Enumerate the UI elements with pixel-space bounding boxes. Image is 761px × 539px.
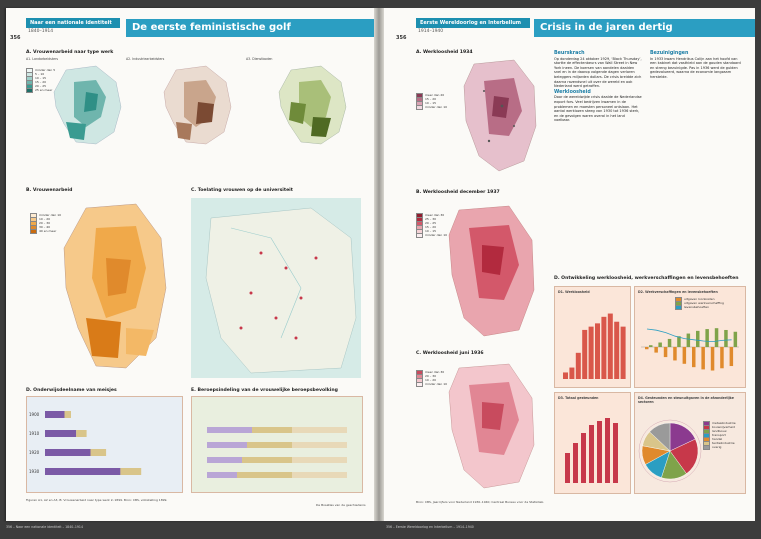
left-footnote: Figuren A1, A2 en A3, B: Vrouwenarbeid naar type werk in 1899. Bron: CBS, volkstelling 1899. (26, 498, 168, 502)
chart-d2-bar (673, 347, 677, 360)
chart-d2-bar (734, 332, 738, 347)
left-footer-brand: De Bosatlas van de geschiedenis (316, 503, 366, 507)
chart-d2-bar (701, 347, 705, 369)
chart-d-svg (27, 397, 182, 492)
chart-d1-bar (563, 372, 568, 379)
right-page-number: 356 (396, 35, 407, 41)
chart-d1-bar (614, 322, 619, 379)
chart-d2-bar (658, 343, 662, 347)
right-map-a-label: A. Werkloosheid 1934 (416, 50, 473, 55)
chart-d-bar (91, 449, 107, 456)
chart-d1-bar (621, 327, 626, 379)
chart-d2-bar (711, 347, 715, 371)
chart-d2-bar (645, 347, 649, 349)
chart-d2-bar (724, 330, 728, 347)
heading-werkloosheid: Werkloosheid (554, 89, 591, 95)
chart-d2-bar (720, 347, 724, 368)
paragraph-bezuinigingen: In 1933 kwam Hendrikus Colijn aan het hoofd van een kabinet dat vasthield aan de gouden standaard en streng bezuinigde. Pas in 1936 werd de gulden gedevalueerd, waarna de economie langzaam herstelde. (650, 56, 741, 79)
chart-d-bar (45, 468, 120, 475)
right-footer: 356 – Eerste Wereldoorlog en Interbellum – 1914–1940 (386, 525, 474, 529)
chart-e-area (191, 396, 363, 493)
right-page-title: Crisis in de jaren dertig (534, 19, 755, 37)
chart-d-tick-label: 1910 (29, 431, 40, 436)
chart-d3-svg (555, 393, 630, 493)
chart-d3-label: D3. Totaal gesteunden (558, 396, 599, 400)
right-map-a-werkloosheid-1934 (444, 56, 544, 176)
chart-d1-bar (569, 368, 574, 379)
chart-d3-area (554, 392, 631, 494)
chart-d-bar (120, 468, 141, 475)
chart-d1-area (554, 286, 631, 388)
chart-d4-area (634, 392, 746, 494)
right-map-a-legend: meer dan 20 15 – 20 10 – 15 minder dan 10 (416, 93, 456, 109)
right-map-b-legend: meer dan 30 25 – 30 20 – 25 15 – 20 10 – 15 minder dan 10 (416, 213, 456, 237)
chart-d2-bar (687, 334, 691, 347)
right-text-column-2 (650, 50, 742, 80)
book-gutter (374, 8, 384, 521)
chart-d2-area (634, 286, 746, 388)
map-a1-label: A1. Landarbeidsters (26, 57, 59, 61)
paragraph-werkloosheid: Door de wereldwijde crisis daalde de Nederlandse export fors. Veel bedrijven kwamen in de problemen en moesten personeel ontslaan. Het aantal werklozen steeg van 1930 tot 1936 sterk, en de gevolgen waren overal in het land voelbaar. (554, 95, 642, 123)
chart-e-label: E. Beroepsindeling van de vrouwelijke beroepsbevolking (191, 388, 338, 393)
chart-d-tick-label: 1930 (29, 469, 40, 474)
map-a2-industriearbeidsters (136, 62, 236, 147)
map-c-universiteit (191, 198, 361, 378)
heading-beurskrach: Beurskrach (554, 51, 585, 56)
chart-d2-bar (705, 329, 709, 347)
chart-d-area (26, 396, 183, 493)
chart-d1-svg (555, 287, 630, 387)
chart-d2-bar (715, 328, 719, 347)
chart-d2-bar (696, 331, 700, 347)
chart-d-tick-label: 1900 (29, 412, 40, 417)
map-a2-label: A2. Industriearbeidsters (126, 57, 165, 61)
left-section-years: 1840–1914 (28, 29, 54, 34)
left-footer: 356 – Naar een nationale identiteit – 1840–1914 (6, 525, 83, 529)
chart-d4-legend: metaalindustrie bouwnijverheid landbouw transport handel textielindustrie overig (703, 421, 736, 449)
map-b-legend: minder dan 10 10 – 20 20 – 30 30 – 40 40 en meer (30, 213, 80, 233)
chart-d2-bar (654, 347, 658, 353)
chart-d-bar (65, 411, 72, 418)
chart-d1-bar (608, 314, 613, 379)
chart-e-svg (192, 397, 362, 492)
chart-d-bar (45, 430, 76, 437)
right-section-tab: Eerste Wereldoorlog en Interbellum (416, 18, 530, 28)
map-a3-label: A3. Dienstboden (246, 57, 273, 61)
chart-d2-bar (668, 339, 672, 347)
map-a-label: A. Vrouwenarbeid naar type werk (26, 50, 114, 55)
map-a3-dienstboden (251, 62, 351, 147)
paragraph-beurskrach: Op donderdag 24 oktober 1929, ‘Black Thursday’, stortte de effectenbeurs van Wall Street in New York ineen. De koersen van aandelen daalden snel en in de daarop volgende dagen verloren beleggers miljarden dollars. De crisis breidde zich daarna razendsnel uit over de wereld en ook Nederland werd getroffen. (554, 56, 642, 89)
chart-e-row (207, 427, 347, 478)
map-b-label: B. Vrouwenarbeid (26, 188, 73, 193)
chart-d-bar (45, 411, 65, 418)
chart-d2-legend: uitgaven loonkosten uitgaven werkverschaffing levensbehoeften (675, 297, 724, 309)
map-a-legend: minder dan 5 5 – 10 10 – 15 15 – 20 20 – 25 25 en meer (26, 68, 66, 92)
right-section-years: 1914–1940 (418, 29, 444, 34)
chart-d-tick-label: 1920 (29, 450, 40, 455)
left-section-tab: Naar een nationale identiteit (26, 18, 120, 28)
chart-d-bar (45, 449, 91, 456)
right-text-column-1 (554, 50, 642, 123)
chart-d2-bar (692, 347, 696, 367)
chart-d2-bar (730, 347, 734, 366)
right-chart-d-label: D. Ontwikkeling werkloosheid, werkverschaffingen en levensbehoeften (554, 276, 739, 281)
chart-d2-bar (683, 347, 687, 364)
left-page (6, 8, 374, 521)
chart-d4-label: D4. Gesteunden en steunuitgaven in de afzonderlijke sectoren (638, 396, 734, 404)
chart-d2-bar (649, 345, 653, 347)
left-page-title: De eerste feministische golf (126, 19, 374, 37)
chart-d1-bar (582, 330, 587, 379)
chart-d1-label: D1. Werkloosheid (558, 290, 590, 294)
right-page (384, 8, 755, 521)
chart-d1-bar (576, 353, 581, 379)
chart-d1-bar (589, 327, 594, 379)
right-map-b-label: B. Werkloosheid december 1937 (416, 190, 500, 195)
map-c-label: C. Toelating vrouwen op de universiteit (191, 188, 293, 193)
chart-d2-label: D2. Werkverschaffingen en levensbehoeften (638, 290, 718, 294)
chart-d1-bar (595, 323, 600, 379)
right-map-c-label: C. Werkloosheid juni 1936 (416, 351, 484, 356)
chart-d-bar (76, 430, 86, 437)
chart-d2-bar (664, 347, 668, 357)
right-footnote: Bron: CBS, Jaarcijfers voor Nederland 1930–1940; Centraal Bureau voor de Statistiek. (416, 500, 545, 504)
chart-d1-bar (601, 317, 606, 379)
chart-d-label: D. Onderwijsdeelname van meisjes (26, 388, 117, 393)
right-map-c-legend: meer dan 30 20 – 30 10 – 20 minder dan 10 (416, 370, 456, 386)
heading-bezuinigingen: Bezuinigingen (650, 51, 689, 56)
left-page-number: 356 (10, 35, 21, 41)
